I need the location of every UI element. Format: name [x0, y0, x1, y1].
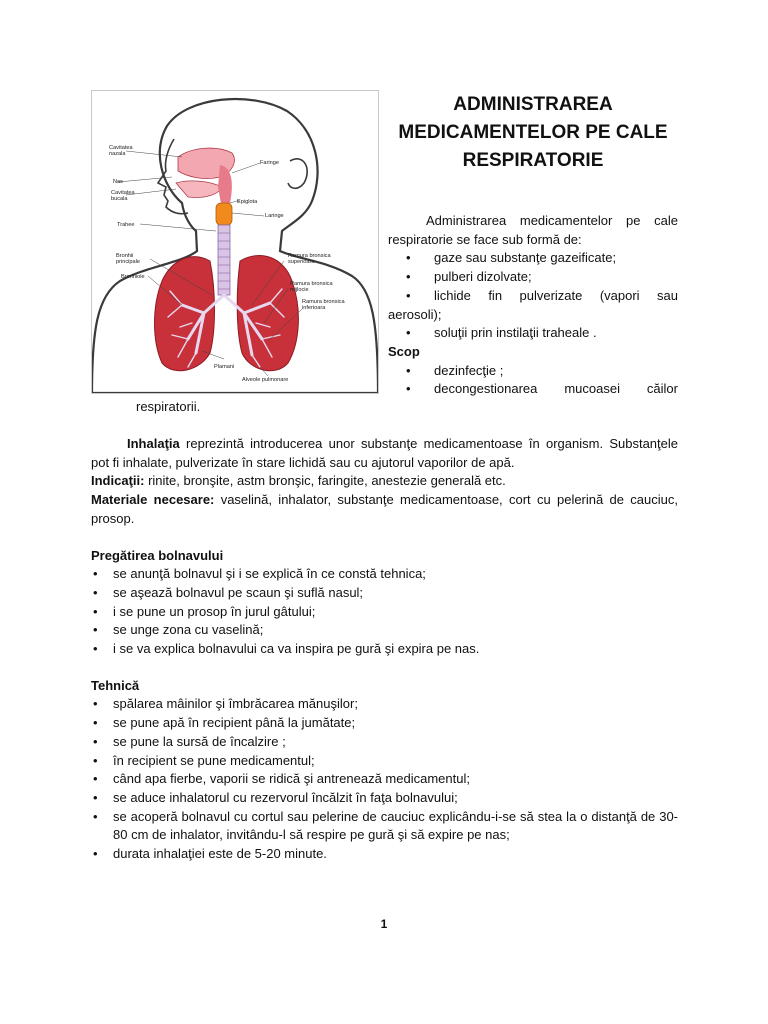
- label-trahee: Trahee: [117, 222, 135, 228]
- body-section: [91, 435, 678, 864]
- pregatirea-list: [91, 565, 678, 659]
- pregatirea-heading: Pregătirea bolnavului: [91, 547, 224, 563]
- list-item: • i se pune un prosop în jurul gâtului;: [93, 603, 316, 619]
- list-item: • se acoperă bolnavul cu cortul sau pelerine de cauciuc explicându-i-se să stea la o distanţă de 30-80 cm de inhalator, invitându-l să respire pe gură şi să expire pe nas;: [93, 808, 678, 843]
- list-item: • în recipient se pune medicamentul;: [93, 752, 315, 768]
- title-line-3: RESPIRATORIE: [462, 150, 604, 171]
- label-ramura-inferioara: Ramura bronsica: [302, 299, 345, 305]
- list-item: • i se va explica bolnavului ca va inspira pe gură şi expira pe nas.: [93, 641, 480, 657]
- label-laringe: Laringe: [265, 213, 284, 219]
- intro-bullet: • pulberi dizolvate;: [406, 269, 532, 285]
- respiratory-diagram: [92, 91, 378, 393]
- respiratory-system-figure: [91, 90, 379, 394]
- label-plamani: Plamani: [214, 364, 235, 370]
- svg-text:Ramura bronsicasuperioara: Ramura bronsica superioara: [288, 253, 331, 265]
- list-item: • se pune la sursă de încalzire ;: [93, 733, 286, 749]
- materiale-paragraph: Materiale necesare: vaselină, inhalator, substanţe medicamentoase, cort cu pelerină de cauciuc, prosop.: [91, 492, 679, 526]
- svg-text:Cavitateabucala: Cavitatea bucala: [111, 190, 135, 202]
- list-item: • se pune apă în recipient până la jumătate;: [93, 715, 356, 731]
- label-nas: Nas: [113, 179, 123, 185]
- page-title: [388, 91, 678, 175]
- list-item: • se aşează bolnavul pe scaun şi suflă nasul;: [93, 584, 364, 600]
- label-epiglota: Epiglota: [237, 199, 258, 205]
- svg-text:Ramura bronsicainferioara: Ramura bronsica inferioara: [302, 299, 345, 311]
- inhalatia-term: Inhalaţia: [127, 436, 180, 451]
- label-alveole: Alveole pulmonare: [242, 377, 289, 383]
- label-bronhiole: Bronhiole: [121, 274, 145, 280]
- svg-text:Bronhiiprincipale: Bronhii principale: [116, 253, 140, 265]
- scop-tail: respiratorii.: [136, 399, 201, 414]
- label-ramura-superioara: Ramura bronsica: [288, 253, 331, 259]
- tehnica-heading: Tehnică: [91, 677, 140, 693]
- svg-text:Ramura bronsicamijlocie: Ramura bronsica mijlocie: [290, 281, 333, 293]
- intro-paragraph: Administrarea medicamentelor pe cale respiratorie se face sub formă de:: [388, 213, 678, 247]
- list-item: • când apa fierbe, vaporii se ridică şi antrenează medicamentul;: [93, 771, 470, 787]
- intro-bullet: • soluţii prin instilaţii traheale .: [406, 325, 597, 341]
- label-cavitatea-nazala: Cavitatea: [109, 145, 133, 151]
- label-faringe: Faringe: [260, 160, 279, 166]
- list-item: • se aduce inhalatorul cu rezervorul încălzit în faţa bolnavului;: [93, 789, 458, 805]
- indicatii-paragraph: Indicaţii: rinite, bronşite, astm bronşic, faringite, anestezie generală etc.: [91, 473, 506, 489]
- scop-bullet: • decongestionarea mucoasei căilor: [406, 381, 678, 397]
- list-item: • se anunţă bolnavul şi i se explică în ce constă tehnica;: [93, 566, 426, 582]
- scop-bullet: • dezinfecţie ;: [406, 362, 504, 378]
- tehnica-list: [91, 695, 678, 863]
- intro-bullet: • lichide fin pulverizate (vapori sau aerosoli);: [388, 287, 678, 322]
- label-bronhii-principale: Bronhii: [116, 253, 134, 259]
- list-item: • spălarea mâinilor şi îmbrăcarea mănuşilor;: [93, 696, 358, 712]
- list-item: • durata inhalaţiei este de 5-20 minute.: [93, 846, 327, 862]
- label-cavitatea-bucala: Cavitatea: [111, 190, 135, 196]
- title-line-2: MEDICAMENTELOR PE CALE: [398, 122, 668, 143]
- materiale-term: Materiale necesare:: [91, 492, 215, 508]
- indicatii-term: Indicaţii:: [91, 473, 145, 489]
- page-number: 1: [380, 917, 388, 931]
- label-ramura-mijlocie: Ramura bronsica: [290, 281, 333, 287]
- svg-text:Cavitateanazala: Cavitatea nazala: [109, 145, 133, 157]
- list-item: • se unge zona cu vaselină;: [93, 622, 264, 638]
- title-line-1: ADMINISTRAREA: [453, 94, 613, 115]
- scop-heading: Scop: [388, 343, 420, 359]
- inhalatia-paragraph: Inhalaţia reprezintă introducerea unor substanţe medicamentoase în organism. Substanţele pot fi inhalate, pulverizate în stare lichidă sau cu ajutorul vaporilor de apă.: [91, 436, 678, 470]
- intro-bullet: • gaze sau substanţe gazeificate;: [406, 250, 617, 266]
- intro-section: [388, 212, 678, 399]
